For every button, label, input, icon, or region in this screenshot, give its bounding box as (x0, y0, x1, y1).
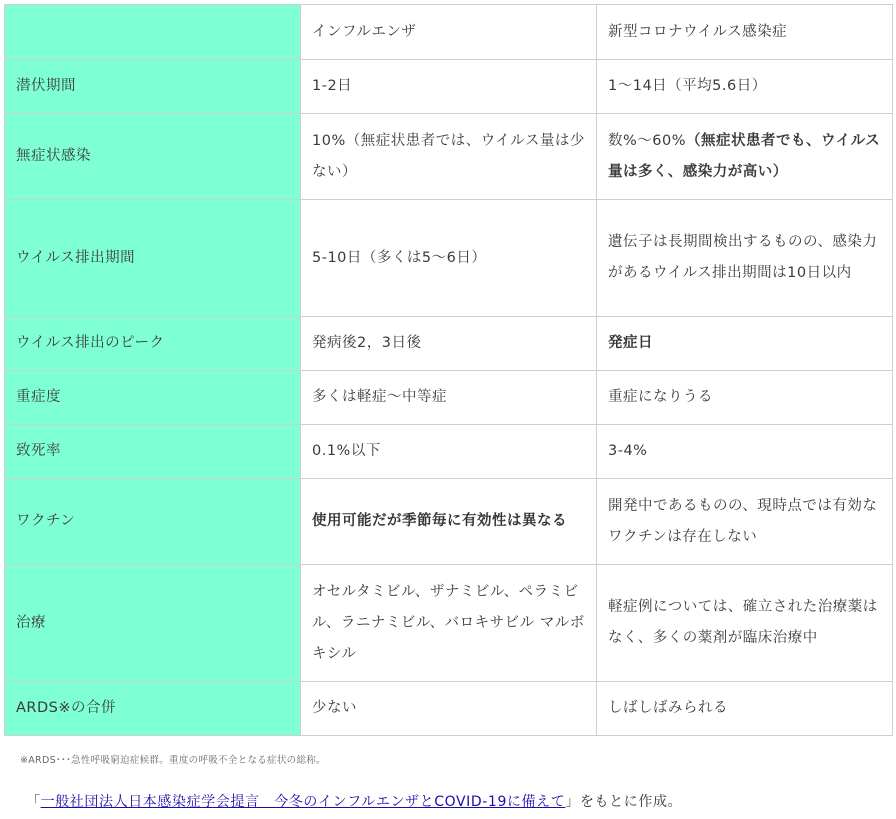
header-cell-covid: 新型コロナウイルス感染症 (597, 5, 893, 60)
covid-cell-prefix: 数%〜60% (608, 132, 687, 149)
flu-cell: 5-10日（多くは5〜6日） (301, 200, 597, 317)
source-open-bracket: 「 (26, 794, 41, 810)
covid-cell: 開発中であるものの、現時点では有効なワクチンは存在しない (597, 479, 893, 565)
row-label: ワクチン (5, 479, 301, 565)
row-label: ウイルス排出期間 (5, 200, 301, 317)
row-label: 潜伏期間 (5, 60, 301, 114)
source-suffix: 」をもとに作成。 (565, 794, 683, 810)
flu-cell: 多くは軽症〜中等症 (301, 371, 597, 425)
flu-cell: 10%（無症状患者では、ウイルス量は少ない） (301, 114, 597, 200)
table-header-row (5, 5, 893, 60)
flu-cell: 少ない (301, 682, 597, 736)
table-row (5, 114, 893, 200)
flu-cell: オセルタミビル、ザナミビル、ペラミビル、ラニナミビル、バロキサビル マルボキシル (301, 565, 597, 682)
table-row (5, 200, 893, 317)
flu-cell: 0.1%以下 (301, 425, 597, 479)
covid-cell: 1〜14日（平均5.6日） (597, 60, 893, 114)
row-label: 重症度 (5, 371, 301, 425)
table-row (5, 425, 893, 479)
row-label: ウイルス排出のピーク (5, 317, 301, 371)
source-line (26, 791, 682, 811)
table-row (5, 479, 893, 565)
covid-cell: 軽症例については、確立された治療薬はなく、多くの薬剤が臨床治療中 (597, 565, 893, 682)
table-row (5, 317, 893, 371)
covid-cell: 重症になりうる (597, 371, 893, 425)
row-label: ARDS※の合併 (5, 682, 301, 736)
comparison-table (4, 4, 893, 736)
flu-cell: 1-2日 (301, 60, 597, 114)
flu-cell: 使用可能だが季節毎に有効性は異なる (301, 479, 597, 565)
header-cell-empty (5, 5, 301, 60)
covid-cell: 発症日 (597, 317, 893, 371)
footnote: ※ARDS･･･急性呼吸窮迫症候群。重度の呼吸不全となる症状の総称。 (20, 755, 326, 766)
covid-cell: 遺伝子は長期間検出するものの、感染力があるウイルス排出期間は10日以内 (597, 200, 893, 317)
header-cell-influenza: インフルエンザ (301, 5, 597, 60)
table-row (5, 371, 893, 425)
table-row (5, 60, 893, 114)
covid-cell: しばしばみられる (597, 682, 893, 736)
source-link[interactable]: 一般社団法人日本感染症学会提言 今冬のインフルエンザとCOVID-19に備えて (40, 794, 566, 810)
row-label: 治療 (5, 565, 301, 682)
row-label: 致死率 (5, 425, 301, 479)
covid-cell: 3-4% (597, 425, 893, 479)
covid-cell (597, 114, 893, 200)
table-row (5, 565, 893, 682)
row-label: 無症状感染 (5, 114, 301, 200)
table-row (5, 682, 893, 736)
flu-cell: 発病後2，3日後 (301, 317, 597, 371)
covid-cell-bold: （無症状患者でも、ウイルス量は多く、感染力が高い） (608, 132, 881, 180)
